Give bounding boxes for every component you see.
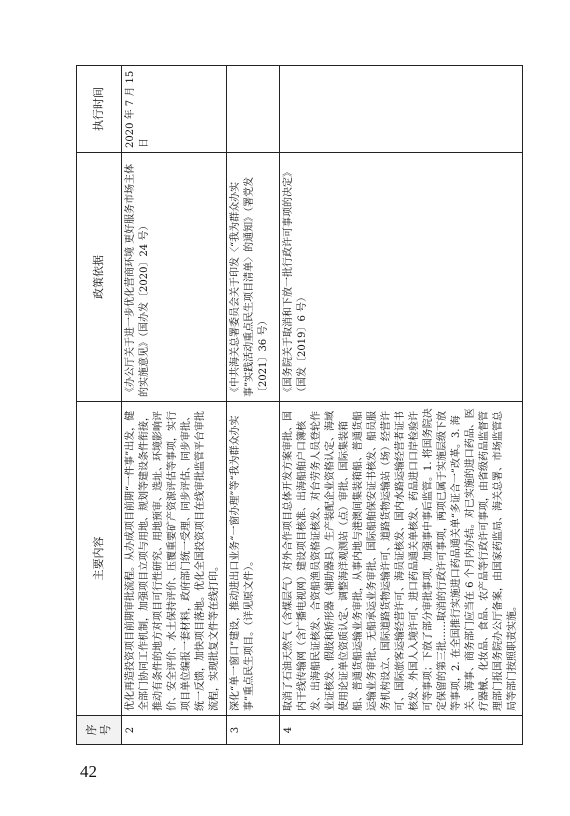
header-policy-basis: 政策依据 <box>77 153 122 402</box>
row-exec-date: 2020 年 7 月 15 日 <box>122 66 227 153</box>
header-exec-date: 执行时间 <box>77 66 122 153</box>
row-number: 2 <box>122 716 227 745</box>
table-header-row <box>77 66 122 745</box>
rotated-table-frame <box>76 65 516 745</box>
row-main-content: 优化再造投资项目前期审批流程。从办成项目前期“一件事”出发，健全部门协同工作机制，加强项目立项与用地、规划等建设条件衔接，推动有条件的地方对项目可行性研究、用地预审、选址、环境影响评价、安全评价、水土保持评价、压覆重要矿产资源评估等事项，实行项目单位编报一套材料，政府部门统一受理、同步评估、同步审批、统一反馈，加快项目落地。优化全国投资项目在线审批监管平台审批流程，实现批复文件等在线打印。 <box>122 402 227 716</box>
page-number: 42 <box>80 762 97 781</box>
table-row <box>122 66 227 745</box>
policy-table <box>76 65 523 745</box>
rotated-table-container <box>76 65 516 745</box>
header-no: 序号 <box>77 716 122 745</box>
row-exec-date <box>280 66 523 153</box>
row-exec-date <box>227 66 280 153</box>
row-number: 4 <box>280 716 523 745</box>
row-main-content: 深化“单一窗口”建设，推动进出口业务“一窗办理”等“我为群众办实事”重点民生项目。（详见原文件）。 <box>227 402 280 716</box>
row-main-content: 取消了石油天然气（含煤层气）对外合作项目总体开发方案审批、国内干线传输网（含广播电视网）建设项目核准、出海船舶户口簿核发、出海船民证核发、合资船渔员资格证核发、对台劳务人员登轮作业证核发、假肢和矫形器（辅助器具）生产装配企业资格认定、海域使用论证单位资质认定、调整海洋观测站（点）审批、国际集装箱船、普通货船运输业务审批，从事内地与港澳间集装箱船、普通货船运输业务审批、无船承运业务审批、国际船舶保安证书核发、船员服务机构设立、国际道路货物运输许可、道路货物运输站（场）经营许可、国际旅客运输经营许可、海员证核发、国内水路运输经营者证书核发、外国人入境许可、进口药品通关单核发、药品进口口岸检验许可等事项；下放了部分审批事项，加强事中事后监管。1. 将国务院决定保留的第三批……取消的行政许可事项，两项已属于实施层级下放等事项，2. 在全国推行实施进口药品通关单“多证合一”改革。3. 海关、海事、商务部门应当在 6 个月内办结。对已实施的进口药品、医疗器械、化妆品、食品、农产品等行政许可事项，由省级药品监督管理部门报国务院办公厅备案，由国家药监局、海关总署、市场监管总局等部门按照职责实施。 <box>280 402 523 716</box>
row-policy-basis: 《办公厅关于进一步优化营商环境 更好服务市场主体的实施意见》（国办发〔2020〕24 号） <box>122 153 227 402</box>
row-policy-basis: 《中共海关总署委员会关于印发〈“我为群众办实事”实践活动重点民生项目清单〉的通知》（署党发〔2021〕36 号） <box>227 153 280 402</box>
row-number: 3 <box>227 716 280 745</box>
table-row <box>280 66 523 745</box>
row-policy-basis: 《国务院关于取消和下放一批行政许可事项的决定》（国发〔2019〕6 号） <box>280 153 523 402</box>
header-main-content: 主要内容 <box>77 402 122 716</box>
table-row <box>227 66 280 745</box>
